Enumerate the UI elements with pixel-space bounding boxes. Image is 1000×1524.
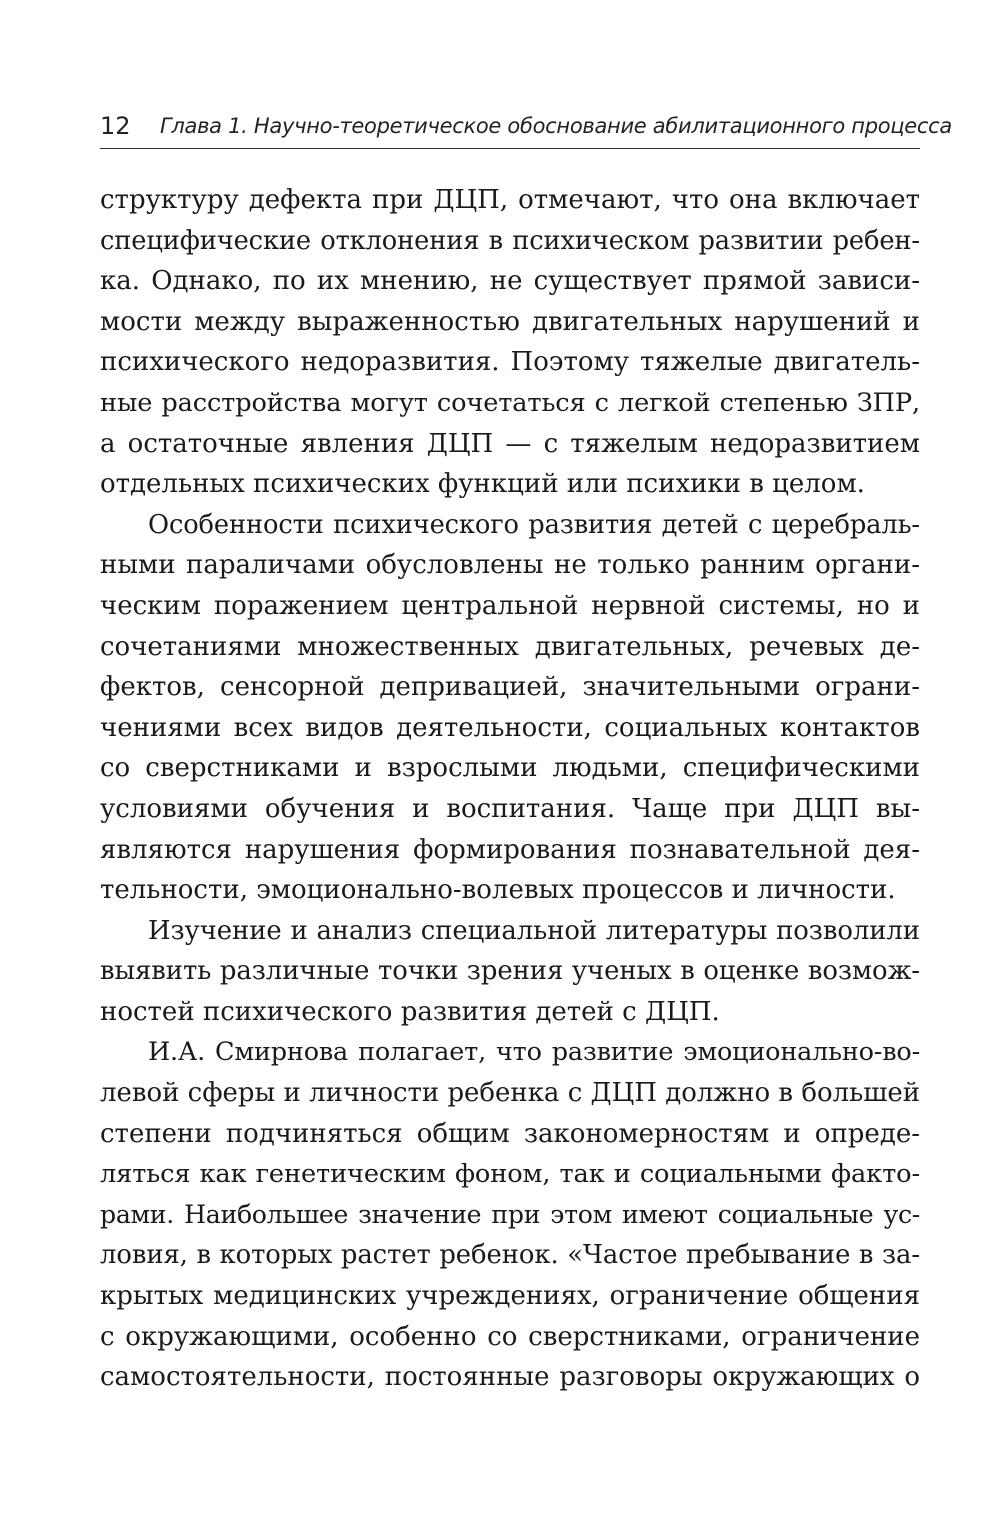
page-number: 12 — [100, 112, 131, 140]
text-line: ческим поражением центральной нервной системы, но и — [100, 590, 920, 621]
text-line: Изучение и анализ специальной литературы позволили — [148, 915, 920, 946]
text-line: тельности, эмоционально-волевых процессов и личности. — [100, 875, 896, 906]
text-line: ностей психического развития детей с ДЦП. — [100, 996, 720, 1027]
text-line: ляться как генетическим фоном, так и социальными факто- — [100, 1159, 920, 1190]
text-line: крытых медицинских учреждениях, ограничение общения — [100, 1281, 920, 1312]
body-text — [100, 180, 920, 1398]
text-line: рами. Наибольшее значение при этом имеют социальные ус- — [100, 1199, 920, 1229]
text-line: отдельных психических функций или психики в целом. — [100, 469, 865, 500]
text-line: степени подчиняться общим закономерностям и опреде- — [100, 1118, 920, 1149]
text-line: специфические отклонения в психическом развитии ребен- — [100, 225, 920, 256]
text-line: психического недоразвития. Поэтому тяжелые двигатель- — [100, 347, 920, 378]
text-line: И.А. Смирнова полагает, что развитие эмоционально-во- — [148, 1037, 920, 1068]
text-line: фектов, сенсорной депривацией, значительными ограни- — [100, 672, 920, 703]
text-line: с окружающими, особенно со сверстниками, ограничение — [100, 1321, 920, 1352]
text-line: выявить различные точки зрения ученых в оценке возмож- — [100, 956, 920, 987]
text-line: самостоятельности, постоянные разговоры окружающих о — [100, 1362, 920, 1393]
text-line: со сверстниками и взрослыми людьми, специфическими — [100, 753, 920, 784]
running-header — [100, 108, 952, 149]
text-line: сочетаниями множественных двигательных, речевых де- — [100, 631, 920, 662]
text-line: структуру дефекта при ДЦП, отмечают, что она включает — [100, 185, 920, 215]
text-line: ные расстройства могут сочетаться с легкой степенью ЗПР, — [100, 387, 920, 418]
text-line: ными параличами обусловлены не только ранним органи- — [100, 550, 920, 581]
text-line: а остаточные явления ДЦП — с тяжелым недоразвитием — [100, 428, 920, 459]
text-line: чениями всех видов деятельности, социальных контактов — [100, 712, 920, 743]
text-line: ловия, в которых растет ребенок. «Частое пребывание в за- — [100, 1240, 920, 1271]
text-line: ка. Однако, по их мнению, не существует прямой зависи- — [100, 266, 920, 297]
chapter-title: Глава 1. Научно-теоретическое обоснование абилитационного процесса — [160, 114, 952, 138]
text-line: мости между выраженностью двигательных нарушений и — [100, 306, 920, 337]
text-line: Особенности психического развития детей с церебраль- — [148, 509, 920, 540]
text-line: условиями обучения и воспитания. Чаще при ДЦП вы- — [100, 793, 920, 824]
text-line: левой сферы и личности ребенка с ДЦП должно в большей — [100, 1078, 920, 1109]
text-line: являются нарушения формирования познавательной дея- — [100, 834, 920, 865]
